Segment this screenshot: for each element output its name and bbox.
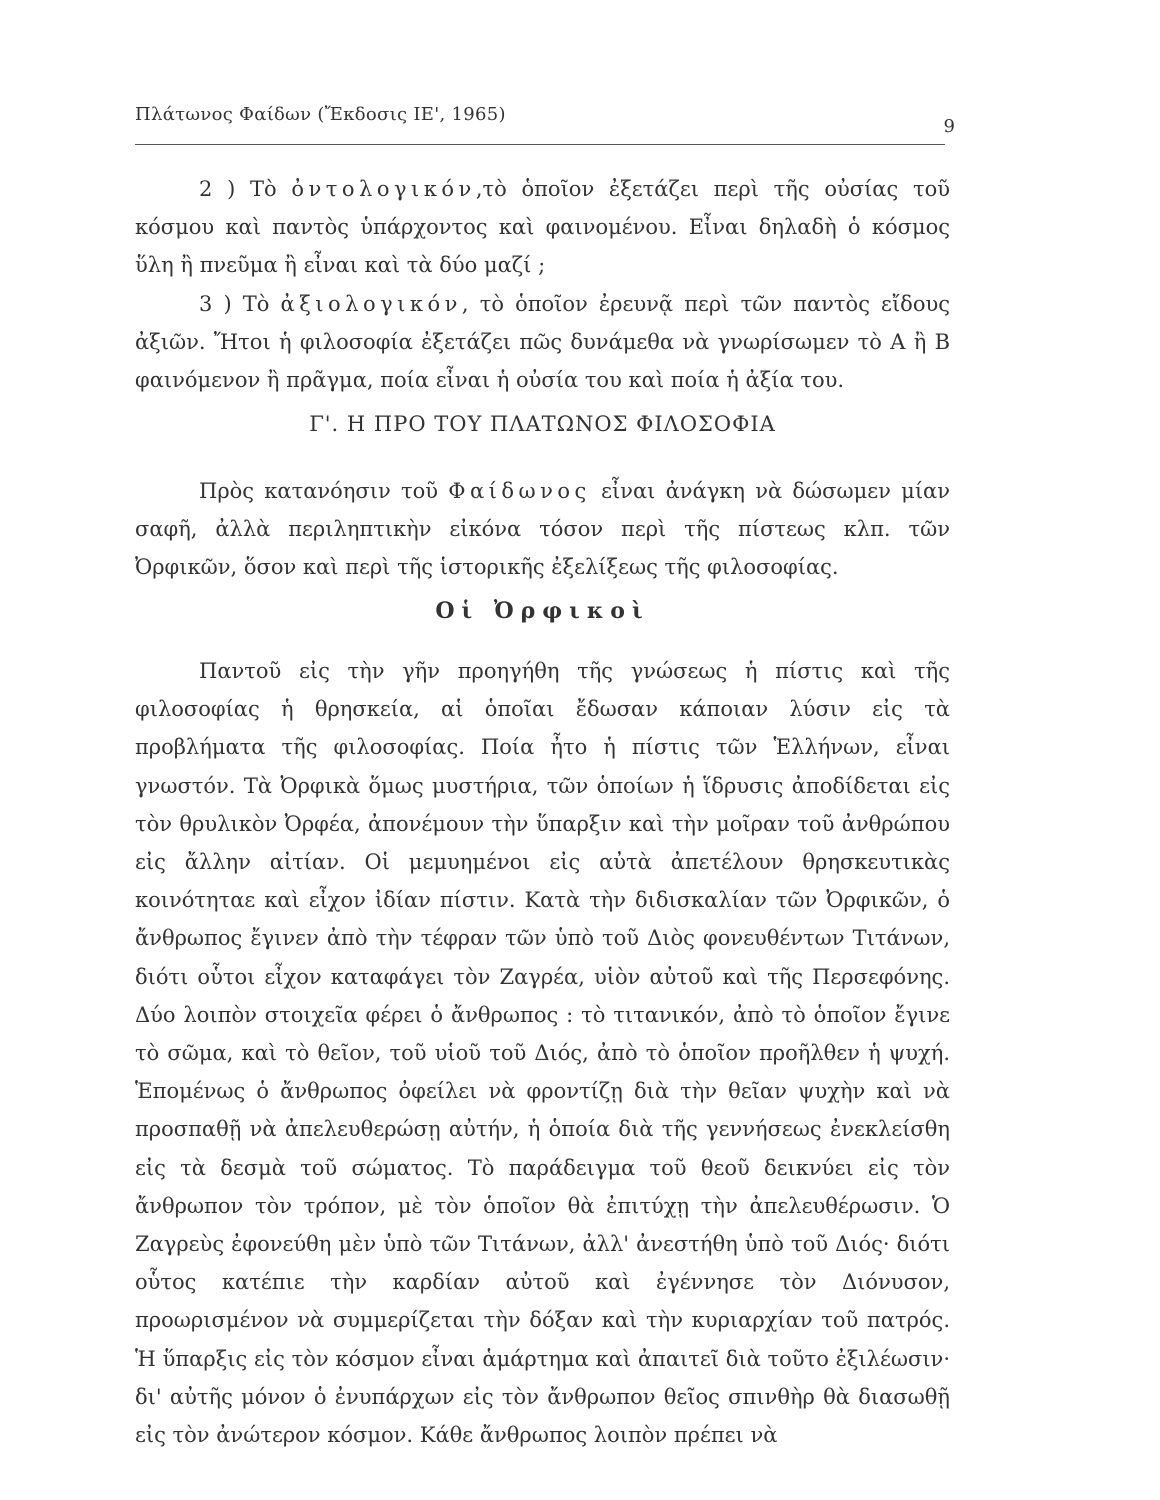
- header-rule: [135, 144, 945, 145]
- paragraph-intro: [135, 472, 950, 587]
- item-text: ,τὸ ὁποῖον ἐξετάζει περὶ τῆς οὐσίας τοῦ κόσμου καὶ παντὸς ὑπάρχοντος καὶ φαινομένου. Εἶναι δηλαδὴ ὁ κόσμος ὕλη ἢ πνεῦμα ἢ εἶναι καὶ τὰ δύο μαζί ;: [135, 177, 950, 278]
- page-number: 9: [943, 116, 955, 137]
- running-header: [135, 104, 955, 148]
- intro-after: εἶναι ἀνάγκη νὰ δώσωμεν μίαν σαφῆ, ἀλλὰ περιληπτικὴν εἰκόνα τόσον περὶ τῆς πίστεως κλπ. τῶν Ὀρφικῶν, ὅσον καὶ περὶ τῆς ἱστορικῆς ἐξελίξεως τῆς φιλοσοφίας.: [135, 479, 951, 580]
- item-text: , τὸ ὁποῖον ἐρευνᾷ περὶ τῶν παντὸς εἴδους ἀξιῶν. Ἤτοι ἡ φιλοσοφία ἐξετάζει πῶς δυνάμεθα νὰ γνωρίσωμεν τὸ Α ἢ Β φαινόμενον ἢ πρᾶγμα, ποία εἶναι ἡ οὐσία του καὶ ποία ἡ ἀξία του.: [135, 292, 950, 393]
- paragraph-text: [135, 285, 950, 400]
- term-axiological: ἀξιολογικόν: [280, 292, 462, 316]
- paragraph-ontological: [135, 170, 950, 285]
- paragraph-axiological: [135, 285, 950, 400]
- item-number: 3 ) Τὸ: [199, 292, 281, 316]
- paragraph-text: [135, 472, 950, 587]
- paragraph-orphics: [135, 652, 950, 1454]
- paragraph-text: Παντοῦ εἰς τὴν γῆν προηγήθη τῆς γνώσεως ἡ πίστις καὶ τῆς φιλοσοφίας ἡ θρησκεία, αἱ ὁποῖαι ἔδωσαν κάποιαν λύσιν εἰς τὰ προβλήματα τῆς φιλοσοφίας. Ποία ἦτο ἡ πίστις τῶν Ἑλλήνων, εἶναι γνωστόν. Τὰ Ὀρφικὰ ὅμως μυστήρια, τῶν ὁποίων ἡ ἵδρυσις ἀποδίδεται εἰς τὸν θρυλικὸν Ὀρφέα, ἀπονέμουν τὴν ὕπαρξιν καὶ τὴν μοῖραν τοῦ ἀνθρώπου εἰς ἄλλην αἰτίαν. Οἱ μεμυημένοι εἰς αὐτὰ ἀπετέλουν θρησκευτικὰς κοινότηταε καὶ εἶχον ἰδίαν πίστιν. Κατὰ τὴν διδισκαλίαν τῶν Ὀρφικῶν, ὁ ἄνθρωπος ἔγινεν ἀπὸ τὴν τέφραν τῶν ὑπὸ τοῦ Διὸς φονευθέντων Τιτάνων, διότι οὗτοι εἶχον καταφάγει τὸν Ζαγρέα, υἱὸν αὐτοῦ καὶ τῆς Περσεφόνης. Δύο λοιπὸν στοιχεῖα φέρει ὁ ἄνθρωπος : τὸ τιτανικόν, ἀπὸ τὸ ὁποῖον ἔγινε τὸ σῶμα, καὶ τὸ θεῖον, τοῦ υἱοῦ τοῦ Διός, ἀπὸ τὸ ὁποῖον προῆλθεν ἡ ψυχή. Ἑπομένως ὁ ἄνθρωπος ὀφείλει νὰ φροντίζῃ διὰ τὴν θεῖαν ψυχὴν καὶ νὰ προσπαθῇ νὰ ἀπελευθερώσῃ αὐτήν, ἡ ὁποία διὰ τῆς γεννήσεως ἐνεκλείσθη εἰς τὰ δεσμὰ τοῦ σώματος. Τὸ παράδειγμα τοῦ θεοῦ δεικνύει εἰς τὸν ἄνθρωπον τὸν τρόπον, μὲ τὸν ὁποῖον θὰ ἐπιτύχῃ τὴν ἀπελευθέρωσιν. Ὁ Ζαγρεὺς ἐφονεύθη μὲν ὑπὸ τῶν Τιτάνων, ἀλλ' ἀνεστήθη ὑπὸ τοῦ Διός· διότι οὗτος κατέπιε τὴν καρδίαν αὐτοῦ καὶ ἐγέννησε τὸν Διόνυσον, προωρισμένον νὰ συμμερίζεται τὴν δόξαν καὶ τὴν κυριαρχίαν τοῦ πατρός. Ἡ ὕπαρξις εἰς τὸν κόσμον εἶναι ἁμάρτημα καὶ ἀπαιτεῖ διὰ τοῦτο ἐξιλέωσιν· δι' αὐτῆς μόνον ὁ ἐνυπάρχων εἰς τὸν ἄνθρωπον θεῖος σπινθὴρ θὰ διασωθῇ εἰς τὸν ἀνώτερον κόσμον. Κάθε ἄνθρωπος λοιπὸν πρέπει νὰ: [135, 659, 950, 1448]
- section-heading: Γ'. Η ΠΡΟ ΤΟΥ ΠΛΑΤΩΝΟΣ ΦΙΛΟΣΟΦΙΑ: [309, 412, 776, 436]
- term-phaedo: Φαίδωνος: [448, 479, 591, 503]
- subheading-orphics: Οἱ Ὀρφικοὶ: [435, 598, 650, 624]
- intro-before: Πρὸς κατανόησιν τοῦ: [199, 479, 449, 503]
- term-ontological: ὀντολογικόν: [291, 177, 476, 201]
- item-number: 2 ) Τὸ: [199, 177, 292, 201]
- header-title: Πλάτωνος Φαίδων (Ἔκδοσις ΙΕ', 1965): [135, 104, 506, 125]
- paragraph-text: [135, 170, 950, 285]
